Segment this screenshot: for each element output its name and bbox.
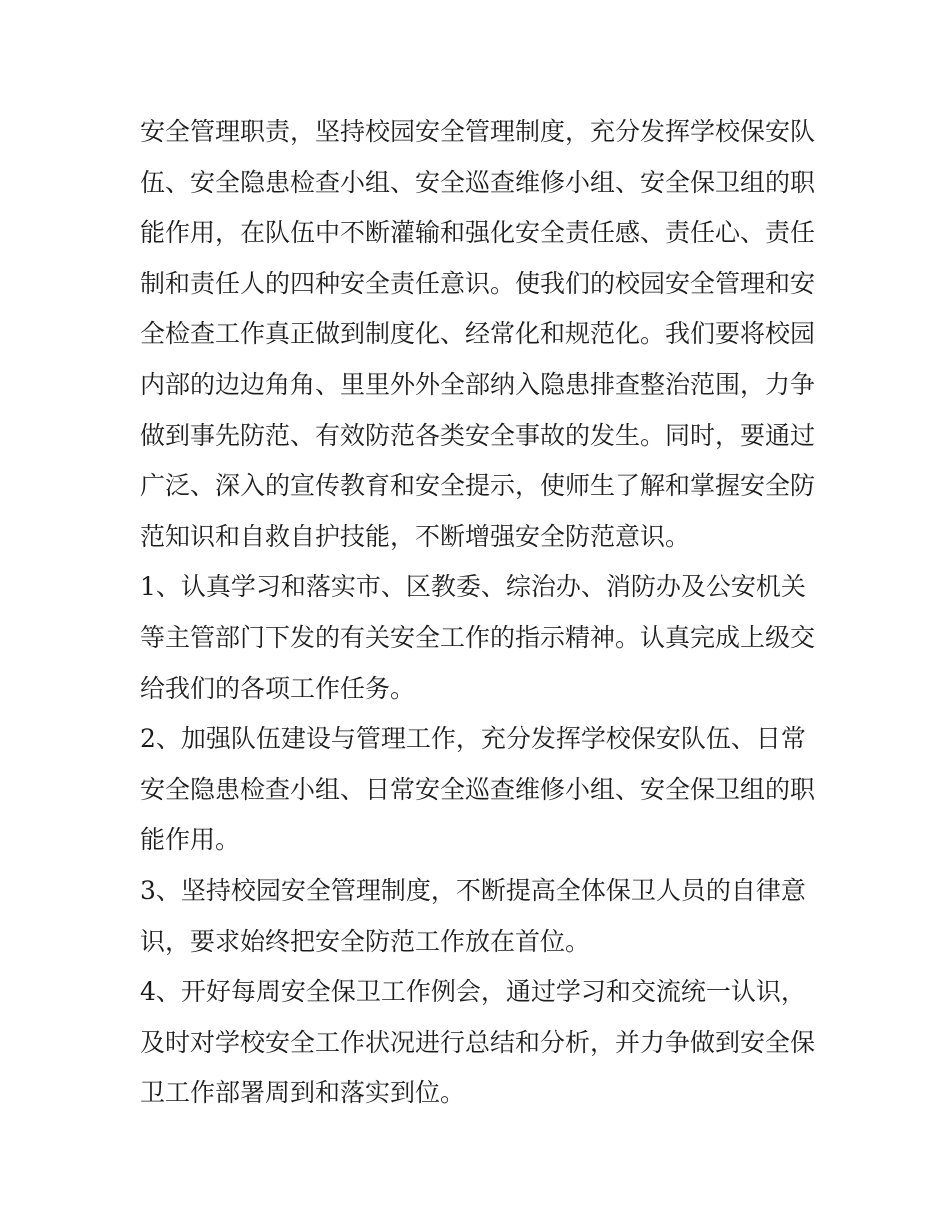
- text-line: 制和责任人的四种安全责任意识。使我们的校园安全管理和安: [140, 268, 816, 298]
- document-body: [140, 107, 820, 1119]
- text-line: 能作用。: [140, 825, 241, 855]
- text-line: 及时对学校安全工作状况进行总结和分析，并力争做到安全保: [140, 1027, 816, 1057]
- list-item-3: 3、坚持校园安全管理制度，不断提高全体保卫人员的自律意: [140, 875, 806, 905]
- text-line: 等主管部门下发的有关安全工作的指示精神。认真完成上级交: [140, 622, 816, 652]
- text-line: 范知识和自救自护技能，不断增强安全防范意识。: [140, 521, 691, 551]
- text-line: 安全隐患检查小组、日常安全巡查维修小组、安全保卫组的职: [140, 774, 816, 804]
- text-line: 内部的边边角角、里里外外全部纳入隐患排查整治范围，力争: [140, 369, 816, 399]
- text-line: 做到事先防范、有效防范各类安全事故的发生。同时，要通过: [140, 420, 816, 450]
- text-line: 全检查工作真正做到制度化、经常化和规范化。我们要将校园: [140, 319, 816, 349]
- list-item-2: 2、加强队伍建设与管理工作，充分发挥学校保安队伍、日常: [140, 724, 806, 754]
- text-line: 给我们的各项工作任务。: [140, 673, 416, 703]
- text-line: 安全管理职责，坚持校园安全管理制度，充分发挥学校保安队: [140, 117, 816, 146]
- text-line: 识，要求始终把安全防范工作放在首位。: [140, 926, 591, 956]
- text-line: 广泛、深入的宣传教育和安全提示，使师生了解和掌握安全防: [140, 471, 816, 501]
- text-line: 卫工作部署周到和落实到位。: [140, 1078, 466, 1108]
- text-line: 伍、安全隐患检查小组、安全巡查维修小组、安全保卫组的职: [140, 167, 816, 197]
- list-item-1: 1、认真学习和落实市、区教委、综治办、消防办及公安机关: [140, 572, 806, 602]
- list-item-4: 4、开好每周安全保卫工作例会，通过学习和交流统一认识，: [140, 977, 806, 1007]
- text-line: 能作用，在队伍中不断灌输和强化安全责任感、责任心、责任: [140, 218, 816, 248]
